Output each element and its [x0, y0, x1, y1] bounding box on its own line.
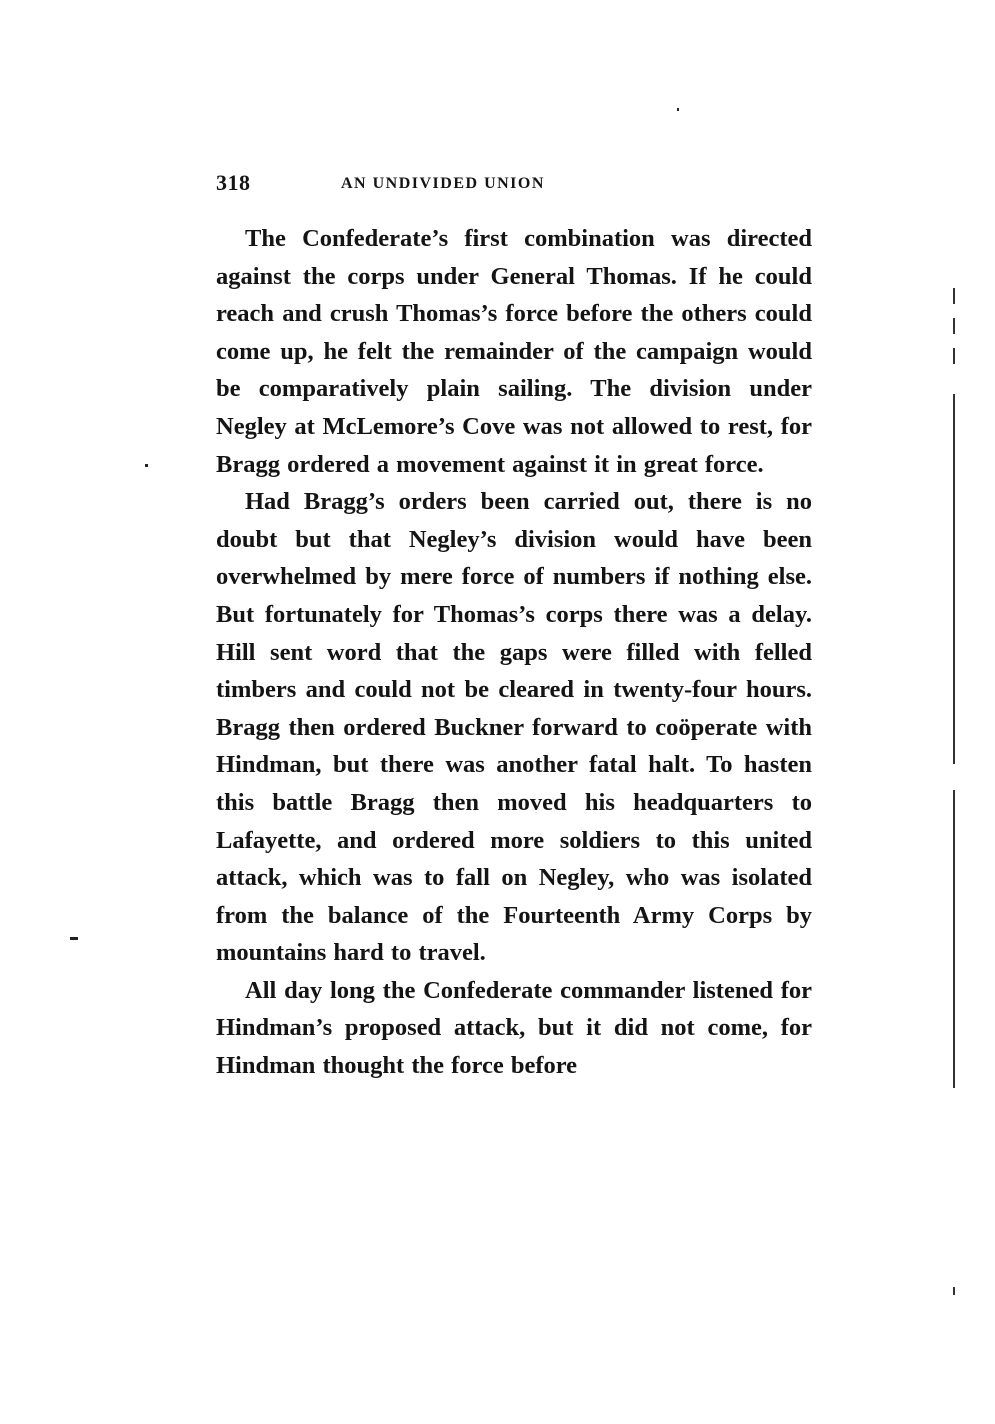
scan-edge-line — [953, 394, 955, 764]
paragraph: All day long the Confederate commander listened for Hindman’s proposed attack, but it did not come, for Hindman thought the force before — [216, 976, 812, 1080]
scan-speck — [145, 464, 148, 467]
scan-edge-line — [953, 790, 955, 1088]
paragraph: Had Bragg’s orders been carried out, there is no doubt but that Negley’s division would have been overwhelmed by mere force of numbers if nothing else. But fortunately for Thomas’s corps there was a delay. Hill sent word that the gaps were filled with felled timbers and could not be cleared in twenty-four hours. Bragg then ordered Buckner forward to coöperate with Hindman, but there was another fatal halt. To hasten this battle Bragg then moved his headquarters to Lafayette, and ordered more soldiers to this united attack, which was to fall on Negley, who was isolated from the balance of the Fourteenth Army Corps by mountains hard to travel. — [216, 488, 812, 967]
scan-speck — [70, 937, 78, 940]
page-number: 318 — [216, 170, 251, 195]
scan-edge-line — [953, 1287, 955, 1295]
body-text — [216, 220, 812, 1085]
scan-edge-line — [953, 288, 955, 304]
running-title: AN UNDIVIDED UNION — [341, 175, 545, 192]
scan-edge-line — [953, 348, 955, 364]
scan-edge-line — [953, 318, 955, 334]
scan-speck — [677, 108, 679, 111]
running-head — [216, 170, 812, 200]
paragraph: The Confederate’s first combination was directed against the corps under General Thomas. If he could reach and crush Thomas’s force before the others could come up, he felt the remainder of the campaign would be comparatively plain sailing. The division under Negley at McLemore’s Cove was not allowed to rest, for Bragg ordered a movement against it in great force. — [216, 225, 812, 478]
